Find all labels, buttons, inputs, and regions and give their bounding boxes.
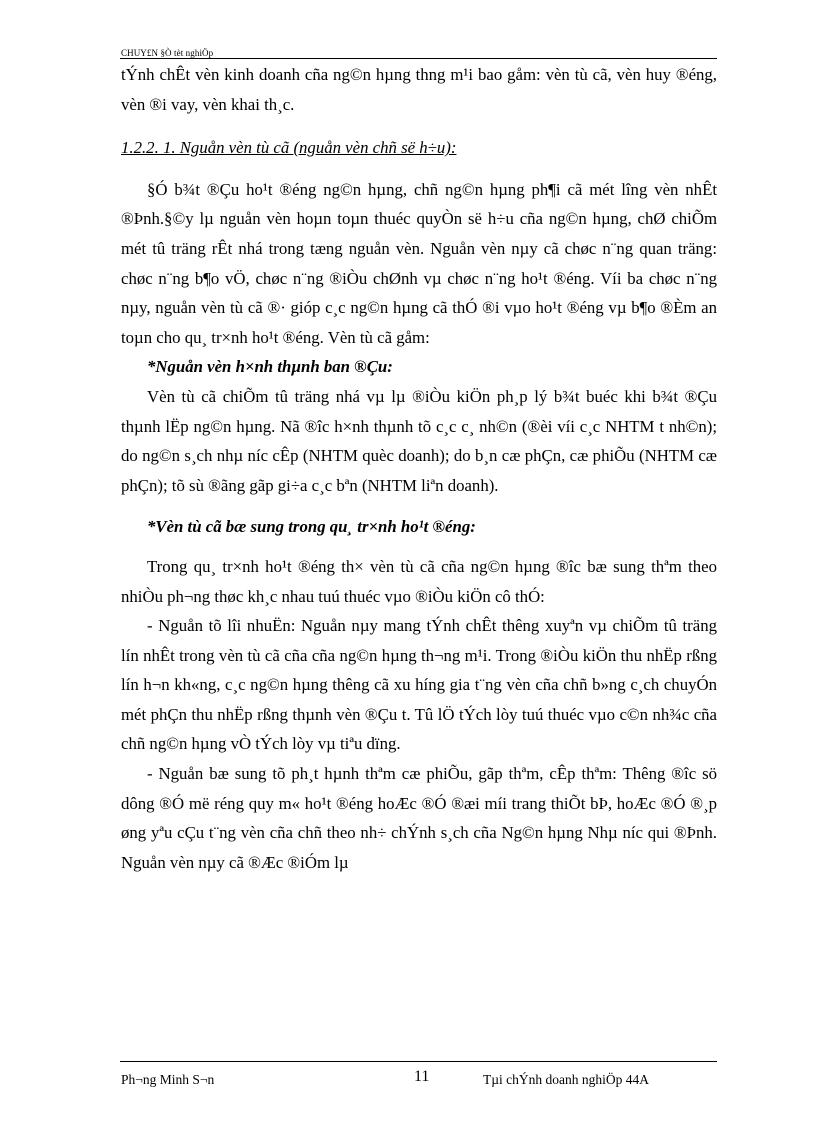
footer-divider: [120, 1061, 717, 1062]
running-header: CHUY£N §Ò tèt nghiÖp: [121, 48, 214, 58]
footer-author: Ph¬ng Minh S¬n: [121, 1072, 215, 1087]
header-divider: [120, 58, 717, 59]
paragraph-share-issue-source: - Nguån bæ sung tõ ph¸t hµnh thªm cæ phiÕu, gãp thªm, cÊp thªm: Thêng ®îc sö dông ®Ó më réng quy m« ho¹t ®éng hoÆc ®Ó ®æi míi trang thiÕt bÞ, hoÆc ®Ó ®¸p øng yªu cÇu t¨ng vèn cña chñ theo nh÷ chÝnh s¸ch cña Ng©n hµng Nhµ níc qui ®Þnh. Nguån vèn nµy cã ®Æc ®iÓm lµ: [121, 764, 717, 872]
intro-paragraph: tÝnh chÊt vèn kinh doanh cña ng©n hµng thng m¹i bao gåm: vèn tù cã, vèn huy ®éng, vèn ®i vay, vèn khai th¸c.: [121, 65, 717, 114]
sub-heading-initial-capital: *Nguån vèn h×nh thµnh ban ®Çu:: [147, 357, 393, 377]
section-heading: 1.2.2. 1. Nguån vèn tù cã (nguån vèn chñ së h÷u):: [121, 138, 457, 158]
sub-heading-supplementary-capital: *Vèn tù cã bæ sung trong qu¸ tr×nh ho¹t ®éng:: [147, 517, 476, 537]
page-number: 11: [414, 1068, 430, 1085]
footer-class: Tµi chÝnh doanh nghiÖp 44A: [483, 1072, 650, 1087]
paragraph-initial-capital: Vèn tù cã chiÕm tû träng nhá vµ lµ ®iÒu kiÖn ph¸p lý b¾t buéc khi b¾t ®Çu thµnh lËp ng©n hµng. Nã ®îc h×nh thµnh tõ c¸c c¸ nh©n (®èi víi c¸c NHTM t nh©n); do ng©n s¸ch nhµ níc cÊp (NHTM quèc doanh); do b¸n cæ phÇn, cæ phiÕu (NHTM cæ phÇn); tõ sù ®ãng gãp gi÷a c¸c bªn (NHTM liªn doanh).: [121, 386, 717, 495]
paragraph-supplementary-intro: Trong qu¸ tr×nh ho¹t ®éng th× vèn tù cã cña ng©n hµng ®îc bæ sung thªm theo nhiÒu ph¬ng thøc kh¸c nhau tuú thuéc vµo ®iÒu kiÖn cô thÓ:: [121, 556, 717, 606]
paragraph-equity-intro: §Ó b¾t ®Çu ho¹t ®éng ng©n hµng, chñ ng©n hµng ph¶i cã mét lîng vèn nhÊt ®Þnh.§©y lµ nguån vèn hoµn toµn thuéc quyÒn së h÷u cña ng©n hµng, chØ chiÕm mét tû träng rÊt nhá trong tæng nguån vèn. Nguån vèn nµy cã chøc n¨ng quan träng: chøc n¨ng b¶o vÖ, chøc n¨ng ®iÒu chØnh vµ chøc n¨ng ho¹t ®éng. Víi ba chøc n¨ng nµy, nguån vèn tù cã ®· gióp c¸c ng©n hµng cã thÓ ®i vµo ho¹t ®éng vµ b¶o ®Èm an toµn cho qu¸ tr×nh ho¹t ®éng. Vèn tù cã gåm:: [121, 179, 717, 347]
document-body: [121, 60, 717, 877]
paragraph-profit-source: - Nguån tõ lîi nhuËn: Nguån nµy mang tÝnh chÊt thêng xuyªn vµ chiÕm tû träng lín nhÊt trong vèn tù cã cña cña ng©n hµng th¬ng m¹i. Trong ®iÒu kiÖn thu nhËp rßng lín h¬n kh«ng, c¸c ng©n hµng thêng cã xu híng gia t¨ng vèn cña chñ b»ng c¸ch chuyÓn mét phÇn thu nhËp rßng thµnh vèn ®Çu t. Tû lÖ tÝch lòy tuú thuéc vµo c©n nh¾c cña chñ ng©n hµng vÒ tÝch lòy vµ tiªu dïng.: [121, 616, 717, 754]
